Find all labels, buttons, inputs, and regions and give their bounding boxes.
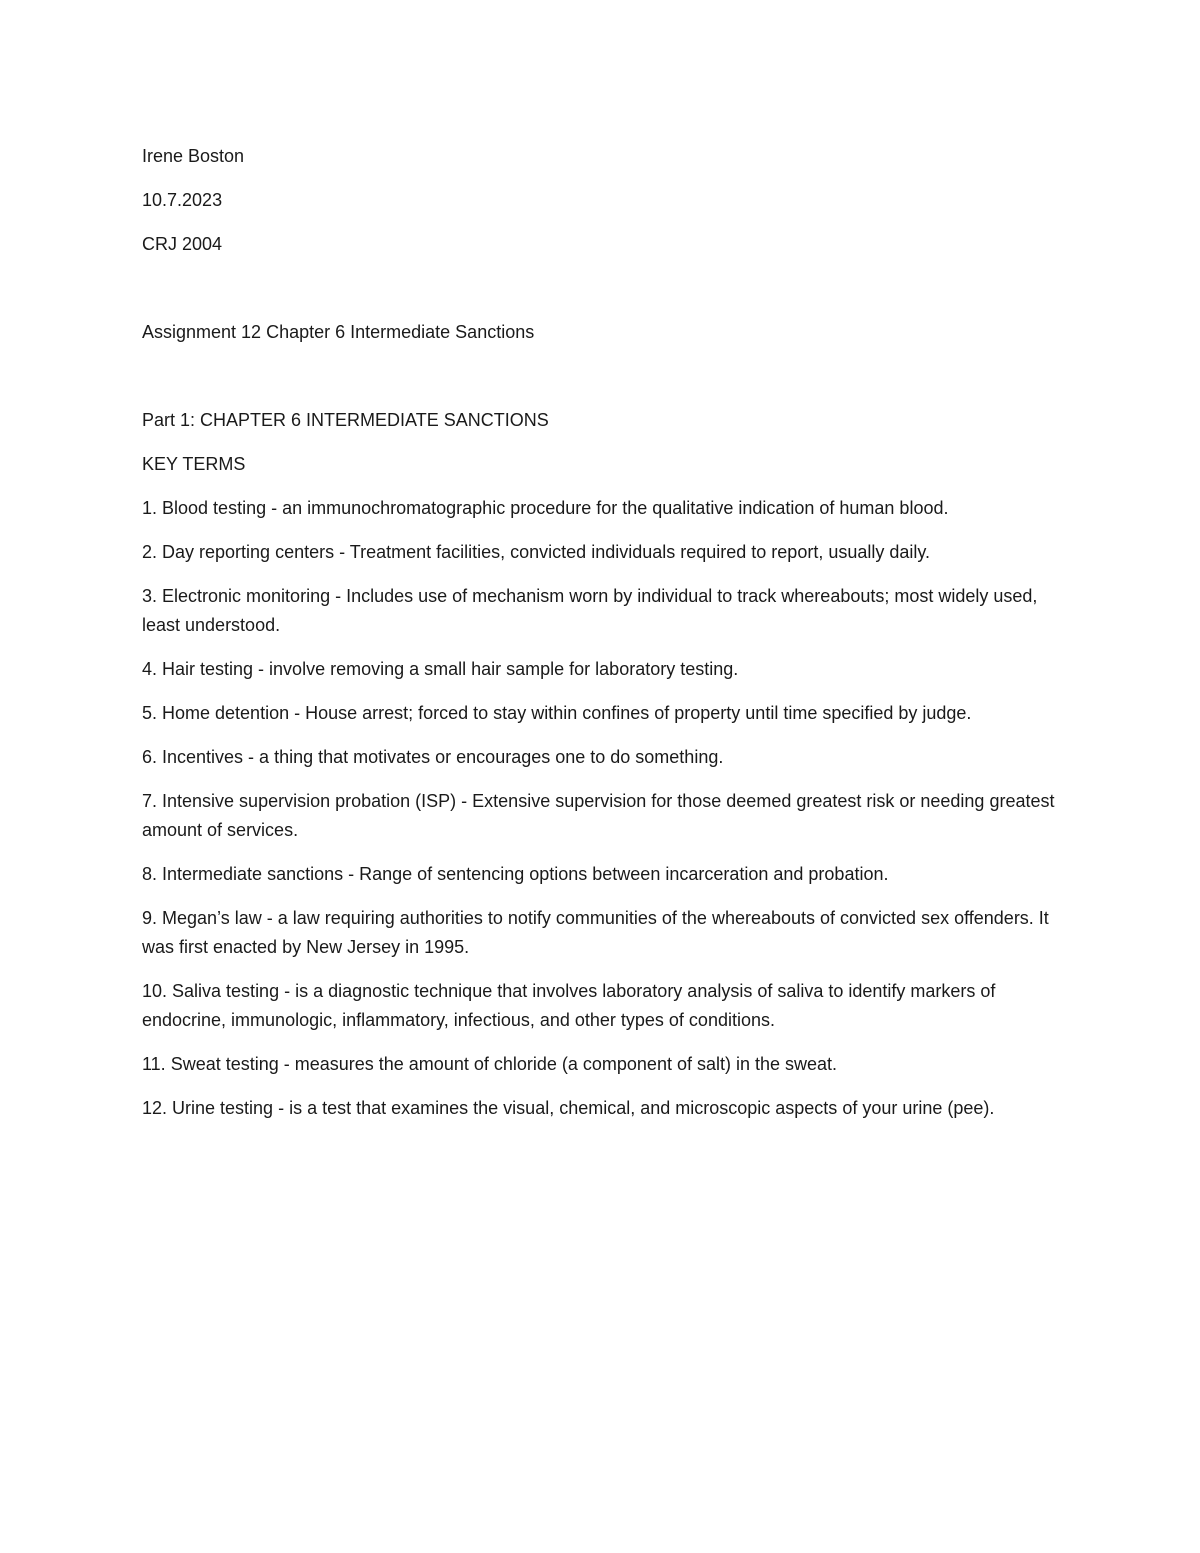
assignment-title: Assignment 12 Chapter 6 Intermediate Sanctions [142, 322, 535, 342]
term-intensive-supervision-probation: 7. Intensive supervision probation (ISP) - Extensive supervision for those deemed greatest risk or needing greatest amount of services. [142, 791, 1055, 840]
term-home-detention: 5. Home detention - House arrest; forced to stay within confines of property until time specified by judge. [142, 703, 972, 723]
document-body [142, 142, 1072, 1138]
term-day-reporting-centers: 2. Day reporting centers - Treatment facilities, convicted individuals required to report, usually daily. [142, 542, 931, 562]
term-urine-testing: 12. Urine testing - is a test that examines the visual, chemical, and microscopic aspects of your urine (pee). [142, 1098, 995, 1118]
term-saliva-testing: 10. Saliva testing - is a diagnostic technique that involves laboratory analysis of saliva to identify markers of endocrine, immunologic, inflammatory, infectious, and other types of conditions. [142, 981, 996, 1030]
course-code: CRJ 2004 [142, 234, 223, 254]
document-date: 10.7.2023 [142, 190, 223, 210]
term-incentives: 6. Incentives - a thing that motivates or encourages one to do something. [142, 747, 724, 767]
term-blood-testing: 1. Blood testing - an immunochromatographic procedure for the qualitative indication of human blood. [142, 498, 949, 518]
term-intermediate-sanctions: 8. Intermediate sanctions - Range of sentencing options between incarceration and probation. [142, 864, 889, 884]
key-terms-label: KEY TERMS [142, 454, 246, 474]
part-heading: Part 1: CHAPTER 6 INTERMEDIATE SANCTIONS [142, 410, 549, 430]
term-megans-law: 9. Megan’s law - a law requiring authorities to notify communities of the whereabouts of convicted sex offenders. It was first enacted by New Jersey in 1995. [142, 908, 1049, 957]
term-hair-testing: 4. Hair testing - involve removing a small hair sample for laboratory testing. [142, 659, 739, 679]
author-name: Irene Boston [142, 146, 245, 166]
term-sweat-testing: 11. Sweat testing - measures the amount of chloride (a component of salt) in the sweat. [142, 1054, 838, 1074]
term-electronic-monitoring: 3. Electronic monitoring - Includes use of mechanism worn by individual to track whereabouts; most widely used, least understood. [142, 586, 1038, 635]
key-terms-list [142, 494, 1072, 1123]
